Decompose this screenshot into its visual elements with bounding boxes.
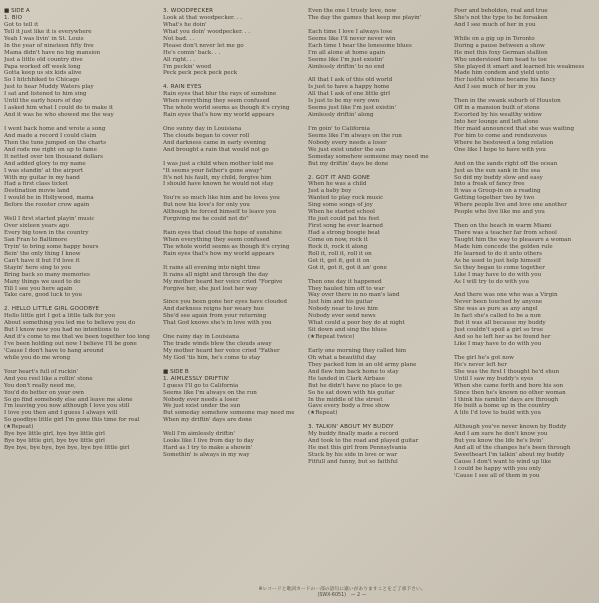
stanza-gap xyxy=(163,223,303,230)
lyric-line: Not bad. . . xyxy=(163,35,195,42)
lyric-line: And so he left her as he found her xyxy=(454,334,551,341)
lyric-line: All right. . . xyxy=(163,56,196,63)
lyric-line: And I see much of her in you xyxy=(454,84,536,91)
lyric-line: Just to hear Muddy Waters play xyxy=(4,84,94,91)
lyric-line: Then in the swank suburb of Houston xyxy=(454,98,561,105)
lyric-line: I love you then and I guess I always will xyxy=(4,410,118,417)
lyric-line: Rock it, rock it along xyxy=(308,243,368,250)
song-title: 2. GOT IT AND GONE xyxy=(308,174,371,181)
stanza-gap xyxy=(308,341,448,348)
lyric-line: And flew him back home to stay xyxy=(308,368,399,375)
lyric-line: The clouds began to cover roll xyxy=(163,132,250,139)
lyric-line: Every big town in the country xyxy=(4,230,89,236)
lyric-line: And I see much of her in you xyxy=(454,21,536,28)
lyric-line: Well I first started playin' music xyxy=(4,216,95,223)
lyric-line: Never been touched by anyone xyxy=(454,299,543,306)
lyric-line: Hard as I try to make a showin' xyxy=(163,445,253,452)
lyric-line: Peck peck peck peck peck xyxy=(163,70,238,77)
lyric-line: And all of the changes he's been through xyxy=(454,445,571,452)
lyric-line: Forgive her, she just lost her way xyxy=(163,285,258,292)
lyric-line: Look at that woodpecker. . . xyxy=(163,14,242,21)
lyric-line: When she came forth and bore his son xyxy=(454,382,564,389)
lyric-line: Tryin' to bring some happy hours xyxy=(4,243,99,250)
lyric-line: Got it, got it, got it an' gone xyxy=(308,264,387,271)
lyric-line: He landed in Clark Airbase xyxy=(308,375,385,382)
stanza-gap xyxy=(163,154,303,161)
lyric-line: Take care, good luck to you xyxy=(4,292,83,299)
lyric-line: I'm peckin' wood xyxy=(163,63,212,70)
stanza-gap xyxy=(163,327,303,334)
lyric-line: Seems like I'm always on the run xyxy=(308,132,402,139)
lyric-line: Bye bye little girl, bye bye little girl xyxy=(4,438,105,445)
stanza-gap xyxy=(163,188,303,195)
lyric-line: Many things we used to do xyxy=(4,278,81,285)
lyric-line: They packed him in an old army plane xyxy=(308,361,417,368)
side-heading: ■ SIDE A xyxy=(4,8,30,14)
lyric-line: Off in a mansion built of stone xyxy=(454,105,540,112)
lyric-line: It rains all evening into night time xyxy=(163,264,261,271)
lyric-line: The whole world seems as though it's crying xyxy=(163,105,290,112)
lyric-line: Bye bye little girl, bye bye little girl xyxy=(4,431,105,438)
lyric-line: Gave every body a free show xyxy=(308,403,390,410)
stanza-gap xyxy=(163,77,303,84)
lyric-line: Just as the sun sank in the sea xyxy=(454,167,541,174)
lyric-line: Is just to be my very own xyxy=(308,98,380,105)
lyric-line: Aimlessly driftin' to no end xyxy=(308,63,385,70)
lyric-line: Since you been gone her eyes have clouded xyxy=(163,299,287,306)
lyric-line: And took to the road and played guitar xyxy=(308,438,419,445)
lyric-line: It netted over ten thousand dollars xyxy=(4,153,103,160)
lyric-line: Then on the beach in warm Miami xyxy=(454,223,552,230)
lyric-line: People who live like me and you xyxy=(454,209,545,216)
lyric-line: Even the one I truely love, now xyxy=(308,8,397,14)
lyric-line: We just exist under the sun xyxy=(308,146,386,153)
lyric-line: He's never left her xyxy=(454,361,507,368)
lyric-line: She's not the type to be forsaken xyxy=(454,14,548,21)
column-4 xyxy=(454,8,597,480)
lyric-line: We just exist under the sun xyxy=(163,403,241,410)
lyric-line: Got to tell it xyxy=(4,21,39,28)
lyric-line: He's comin' back. . . xyxy=(163,49,221,56)
lyric-line: Poor and beholden, real and true xyxy=(454,8,548,14)
lyric-line: Although you've never known by Buddy xyxy=(454,424,567,431)
lyric-line: The trade winds blew the clouds away xyxy=(163,341,272,347)
lyric-line: Yeah I was livin' in St. Louis xyxy=(4,35,84,42)
lyric-line: It's not his fault, my child, forgive him xyxy=(163,174,272,181)
lyric-line: He built a home up in the country xyxy=(454,403,551,410)
lyric-line: Like I may have to do with you xyxy=(454,271,542,278)
lyric-line: (★Repeat) xyxy=(4,424,34,431)
lyric-line: San Fran to Baltimore xyxy=(4,236,68,243)
lyric-line: Sit down and sing the blues xyxy=(308,327,387,334)
lyric-line: Tell it just like it is everywhere xyxy=(4,28,92,35)
lyric-line: Like I may have to do with you xyxy=(454,341,542,347)
lyric-line: Just a baby boy xyxy=(308,188,352,195)
lyric-line: When he was a child xyxy=(308,181,367,188)
lyric-line: And I am sure he don't know you xyxy=(454,431,548,438)
lyric-line: 'Cause I don't have to hang around xyxy=(4,347,104,354)
song-title: 1. AIMLESSLY DRIFTIN' xyxy=(163,375,230,382)
lyric-line: Since then he's known no other woman xyxy=(454,389,566,396)
lyric-line: He met this foxy German stallion xyxy=(454,49,548,56)
lyric-line: But my driftin' days be done xyxy=(308,160,389,167)
lyric-line: As I will try to do with you xyxy=(454,278,529,285)
stanza-gap xyxy=(4,209,154,216)
lyric-line: Get it, get it, get it on xyxy=(308,257,370,264)
stanza-gap xyxy=(308,417,448,424)
footer-note xyxy=(232,587,452,599)
lyric-line: Hello little girl I got a little talk for you xyxy=(4,313,116,320)
lyric-line: You're so much like him and he loves you xyxy=(163,195,280,202)
stanza-gap xyxy=(308,22,448,29)
lyric-line: She'd see again from your returning xyxy=(163,313,267,320)
lyric-line: I should have known he would not stay xyxy=(163,181,274,188)
lyric-line: Oh what a beautiful day xyxy=(308,354,377,361)
lyric-line: That God knows she's in love with you xyxy=(163,320,272,327)
lyric-line: There was a teacher far from school xyxy=(454,230,557,236)
song-title: 4. RAIN EYES xyxy=(163,84,202,91)
lyric-line: Destination movie land xyxy=(4,188,70,195)
song-title: 1. BIO xyxy=(4,14,23,21)
lyric-line: Before the rooster crow again xyxy=(4,202,90,209)
lyric-line: When my driftin' days are done xyxy=(163,417,253,424)
lyric-line: I could be happy with you only xyxy=(454,465,541,472)
lyric-line: My buddy finally made a record xyxy=(308,431,399,438)
lyric-line: Made him concede the golden rule xyxy=(454,243,553,250)
lyric-line: Into her lounge and left alone xyxy=(454,119,539,125)
lyric-line: I think his ramblin' days are through xyxy=(454,396,559,403)
lyric-line: Just him and his guitar xyxy=(308,299,373,306)
lyric-line: It was a Group-in on a reading xyxy=(454,188,541,195)
lyric-line: Wanted to play rock music xyxy=(308,195,384,202)
lyric-line: Well I'm aimlessly driftin' xyxy=(163,431,236,438)
lyric-line: Made him condem and yield unto xyxy=(454,70,549,77)
lyric-line: I sat and listened to him sing xyxy=(4,91,87,98)
song-title: 3. TALKIN' ABOUT MY BUDDY xyxy=(308,424,394,431)
stanza-gap xyxy=(308,272,448,279)
stanza-gap xyxy=(308,119,448,126)
lyric-line: What could a poor boy do at night xyxy=(308,320,405,327)
lyric-line: First song he ever learned xyxy=(308,223,383,230)
lyric-line: The girl he's got now xyxy=(454,354,514,361)
lyric-line: One like I hope to have with you xyxy=(454,146,546,153)
lyric-line: You don't really need me, xyxy=(4,382,76,389)
lyric-line: I was standin' at the airport xyxy=(4,167,84,174)
lyric-line: Who understood him head to toe xyxy=(454,56,547,63)
lyric-line: Sweetheart I'm talkin' about my buddy xyxy=(454,452,565,458)
stanza-gap xyxy=(454,417,597,424)
lyric-line: Seems just like I'm just existin' xyxy=(308,105,397,112)
lyric-line: Into a freak of fancy free xyxy=(454,181,525,188)
lyric-line: The whole world seems as though it's crying xyxy=(163,243,290,250)
side-heading: ■ SIDE B xyxy=(163,368,189,375)
lyric-line: My mother heard her voice cried "Father xyxy=(163,347,280,354)
lyric-line: They hauled him off to war xyxy=(308,285,385,292)
stanza-gap xyxy=(4,119,154,126)
lyric-line: I'm all alone at home again xyxy=(308,49,386,56)
lyric-line: He just could pat his feet xyxy=(308,216,380,223)
lyric-line: Had a strong boogie beat xyxy=(308,230,381,236)
lyric-line: Just a little old country dive xyxy=(4,56,83,63)
lyric-line: In the year of nineteen fifty five xyxy=(4,42,94,49)
lyric-line: And rode me right on up to fame xyxy=(4,146,97,153)
lyric-line: Rain eyes that's how my world appears xyxy=(163,112,275,119)
lyric-line: In fact she's called to be a nun xyxy=(454,313,541,320)
lyric-line: Come on now, rock it xyxy=(308,236,368,243)
lyric-line: Roll it, roll it, roll it on xyxy=(308,250,372,257)
lyric-line: So goodbye little girl I'm gone this time for real xyxy=(4,417,140,424)
lyric-line: And darkness reigns her weary hue xyxy=(163,306,264,313)
stanza-gap xyxy=(454,216,597,223)
stanza-gap xyxy=(4,299,154,306)
stanza-gap xyxy=(163,362,303,369)
lyric-line: Escorted by his wealthy widow xyxy=(454,112,542,119)
lyric-line: So did my buddy slow and easy xyxy=(454,174,543,181)
lyric-line: A life I'd love to build with you xyxy=(454,410,541,417)
footer-japanese: ※レコードと歌詞カードの一部の語句に違いがありますことをご了承下さい。 xyxy=(258,587,426,592)
lyric-line: In the middle of the street xyxy=(308,396,383,403)
lyric-line: Her lustful whims became his fancy xyxy=(454,77,556,84)
lyric-line: What you doin' woodpecker. . . xyxy=(163,28,251,35)
stanza-gap xyxy=(163,258,303,265)
lyric-line: And there was one who was a Virgin xyxy=(454,292,558,299)
lyric-line: Nobody ever needs a loser xyxy=(163,396,239,403)
stanza-gap xyxy=(163,424,303,431)
lyric-line: Aimlessly driftin' along xyxy=(308,112,374,119)
lyric-line: Then one day it happened xyxy=(308,278,382,285)
lyric-line: Stuck by his side in love or war xyxy=(308,452,398,458)
column-2 xyxy=(163,8,303,459)
lyric-line: Bye bye, bye bye, bye bye, bye bye little girl xyxy=(4,445,130,452)
lyric-line: Bein' the only thing I know xyxy=(4,250,81,257)
lyric-line: During a pause between a show xyxy=(454,42,545,49)
lyric-line: I went back home and wrote a song xyxy=(4,125,106,132)
stanza-gap xyxy=(4,362,154,369)
lyric-line: Getting together two by two xyxy=(454,195,535,202)
lyric-line: (★Repeat) xyxy=(308,410,338,417)
lyric-line: Sing some songs of joy xyxy=(308,202,373,209)
lyric-line: When everything they seem confused xyxy=(163,98,270,105)
lyric-line: Gotta keep us six kids alive xyxy=(4,70,82,77)
lyric-line: Seems like I'll never never win xyxy=(308,35,396,42)
lyric-line: Mama didn't have no big mansion xyxy=(4,49,101,56)
lyric-line: My God 'tis him, he's come to stay xyxy=(163,354,261,361)
lyric-line: Looks like I live from day to day xyxy=(163,438,254,445)
lyric-line: When everything they seem confused xyxy=(163,236,270,243)
lyric-line: You'd do better on your own xyxy=(4,389,85,396)
lyric-line: So he sat down with his guitar xyxy=(308,389,395,396)
lyric-line: I've been holding out now I believe I'll be gone xyxy=(4,341,137,347)
lyric-line: Forgiving me he could not do" xyxy=(163,216,249,223)
lyric-line: I would be in Hollywood, mama xyxy=(4,195,94,202)
lyric-line: Where he bestowed a long relation xyxy=(454,139,554,146)
lyric-line: Had a first class ticket xyxy=(4,181,68,188)
lyric-line: And it's come to me that we been together too long xyxy=(4,334,150,341)
lyric-line: About something you led me to believe you do xyxy=(4,320,136,327)
stanza-gap xyxy=(454,286,597,293)
lyric-line: Over sixteen years ago xyxy=(4,223,69,230)
lyric-line: Way over there in no man's land xyxy=(308,292,400,299)
lyric-line: Rain eyes that cloud the hope of sunshine xyxy=(163,230,282,236)
lyric-line: Rain eyes that's how my world appears xyxy=(163,250,275,257)
lyric-line: With my guitar in my hand xyxy=(4,174,80,181)
lyric-line: Just couldn't spoil a girl so true xyxy=(454,327,544,334)
lyric-line: Papa worked off week long xyxy=(4,63,81,70)
lyric-line: I guess I'll go to California xyxy=(163,382,239,389)
lyric-line: Your heart's full of ruckin' xyxy=(4,368,78,375)
lyric-line: One sunny day in Louisiana xyxy=(163,125,242,132)
lyric-line: Taught him the way to pleasure a woman xyxy=(454,236,572,243)
lyric-line: Please don't never let me go xyxy=(163,42,244,49)
stanza-gap xyxy=(454,91,597,98)
song-title: 2. HELLO LITTLE GIRL GOODBYE xyxy=(4,306,100,313)
lyric-line: What's he doin' xyxy=(163,21,207,28)
lyric-line: But someday somehow someone may need me xyxy=(163,410,295,417)
lyric-line: And you reel like a rollin' stone xyxy=(4,375,93,382)
lyric-line: But now his love's for only you xyxy=(163,202,250,209)
lyric-line: So go find somebody else and leave me alone xyxy=(4,396,133,403)
lyric-line: Fitfull and funny, but so faithful xyxy=(308,458,398,465)
lyric-line: Until the early hours of day xyxy=(4,98,83,105)
lyric-line: All that I ask of this old world xyxy=(308,77,393,84)
lyric-line: I'm goin' to California xyxy=(308,125,370,132)
lyric-line: And it was he who showed me the way xyxy=(4,112,114,119)
lyric-line: 'Cause I see all of them in you xyxy=(454,472,540,479)
lyric-line: Nobody near to love him xyxy=(308,306,378,313)
lyric-line: Bring back so many memories xyxy=(4,271,90,278)
lyric-line: Until I saw my buddy's eyes xyxy=(454,375,534,382)
lyric-line: One rainy day in Louisiana xyxy=(163,334,240,341)
lyric-line: So I hitchhiked to Chicago xyxy=(4,77,80,84)
lyric-line: All that I ask of one little girl xyxy=(308,91,391,98)
lyric-line: Someday somehow someone may need me xyxy=(308,153,429,160)
lyric-line: I asked him what I could do to make it xyxy=(4,105,113,112)
lyric-line: Seems like I'm just existin' xyxy=(308,56,384,63)
lyric-line: And on the sands right off the ocean xyxy=(454,160,558,167)
lyric-line: Then the tune jumped on the charts xyxy=(4,139,106,146)
lyric-line: But I know now you had no intentions to xyxy=(4,327,119,334)
lyric-line: And darkness came in early evening xyxy=(163,139,266,146)
lyric-line: And brought a rain that would not go xyxy=(163,146,269,153)
stanza-gap xyxy=(163,292,303,299)
lyric-line: Rain eyes that blur the rays of sunshine xyxy=(163,91,277,98)
lyric-line: Each time I hear the lonesome blues xyxy=(308,42,412,49)
lyric-line: And added glory to my name xyxy=(4,160,86,167)
lyric-line: Is just to have a happy home xyxy=(308,84,390,91)
lyric-line: I'm leaving you now although I love you still xyxy=(4,403,130,410)
lyric-line: Till I see you here again xyxy=(4,285,73,292)
song-title: 3. WOODPECKER xyxy=(163,8,214,14)
stanza-gap xyxy=(454,29,597,36)
lyric-line: Can't have it but I'd love it xyxy=(4,257,80,264)
stanza-gap xyxy=(308,168,448,175)
lyric-line: Early one morning they called him xyxy=(308,347,407,354)
stanza-gap xyxy=(308,70,448,77)
lyric-line: Cause I don't want to wind up like xyxy=(454,458,552,465)
lyric-line: While on a gig up in Toronto xyxy=(454,35,535,42)
lyric-line: But he didn't have no place to go xyxy=(308,382,402,389)
lyric-line: But it was all because my buddy xyxy=(454,320,546,327)
lyric-line: Somethin' is always in my way xyxy=(163,452,250,458)
lyric-line: So they began to come together xyxy=(454,264,545,271)
stanza-gap xyxy=(454,348,597,355)
lyric-line: while you do me wrong xyxy=(4,354,71,361)
lyric-line: My mother heard her voice cried "Forgive xyxy=(163,278,283,285)
column-1 xyxy=(4,8,154,452)
lyric-line: And made a record I could claim xyxy=(4,132,97,139)
lyric-line: Nobody every needs a loser xyxy=(308,139,387,146)
lyric-line: As he used to just help himself xyxy=(454,257,541,264)
stanza-gap xyxy=(163,119,303,126)
lyric-line: The day the games that keep me playin' xyxy=(308,14,422,21)
lyric-line: He met this girl from Pennsylvania xyxy=(308,445,407,452)
lyric-line: (★Repeat twice) xyxy=(308,334,355,341)
lyric-line: Although he forced himself to leave you xyxy=(163,209,276,216)
lyric-line: She played it smart and learned his weakness xyxy=(454,63,585,70)
lyric-line: Seems like I'm always on the run xyxy=(163,389,257,396)
lyric-line: It rains all night and through the day xyxy=(163,271,269,278)
footer-catalog: (SWX-6051) — 2 — xyxy=(317,593,367,598)
column-3 xyxy=(308,8,448,466)
lyric-line: She was the first I thought he'd shun xyxy=(454,368,560,375)
lyric-line: Nobody ever send news xyxy=(308,313,376,320)
lyric-line: "It seems your father's gone away" xyxy=(163,167,263,174)
lyric-line: When he started school xyxy=(308,209,375,216)
lyric-line: I was just a child when mother told me xyxy=(163,160,274,167)
lyric-line: Each time I love I always lose xyxy=(308,28,393,35)
lyric-line: Her maid announced that she was waiting xyxy=(454,125,575,132)
lyric-line: Where people live and love one another xyxy=(454,202,567,209)
lyric-line: For him to come and rendezvous xyxy=(454,132,547,139)
lyric-line: He learned to do it unto others xyxy=(454,250,542,257)
lyric-line: Stayin' here sing to you xyxy=(4,264,72,271)
stanza-gap xyxy=(454,154,597,161)
lyric-line: But you know the life he's livin' xyxy=(454,438,544,445)
lyric-line: She was as pure as any angel xyxy=(454,306,538,313)
